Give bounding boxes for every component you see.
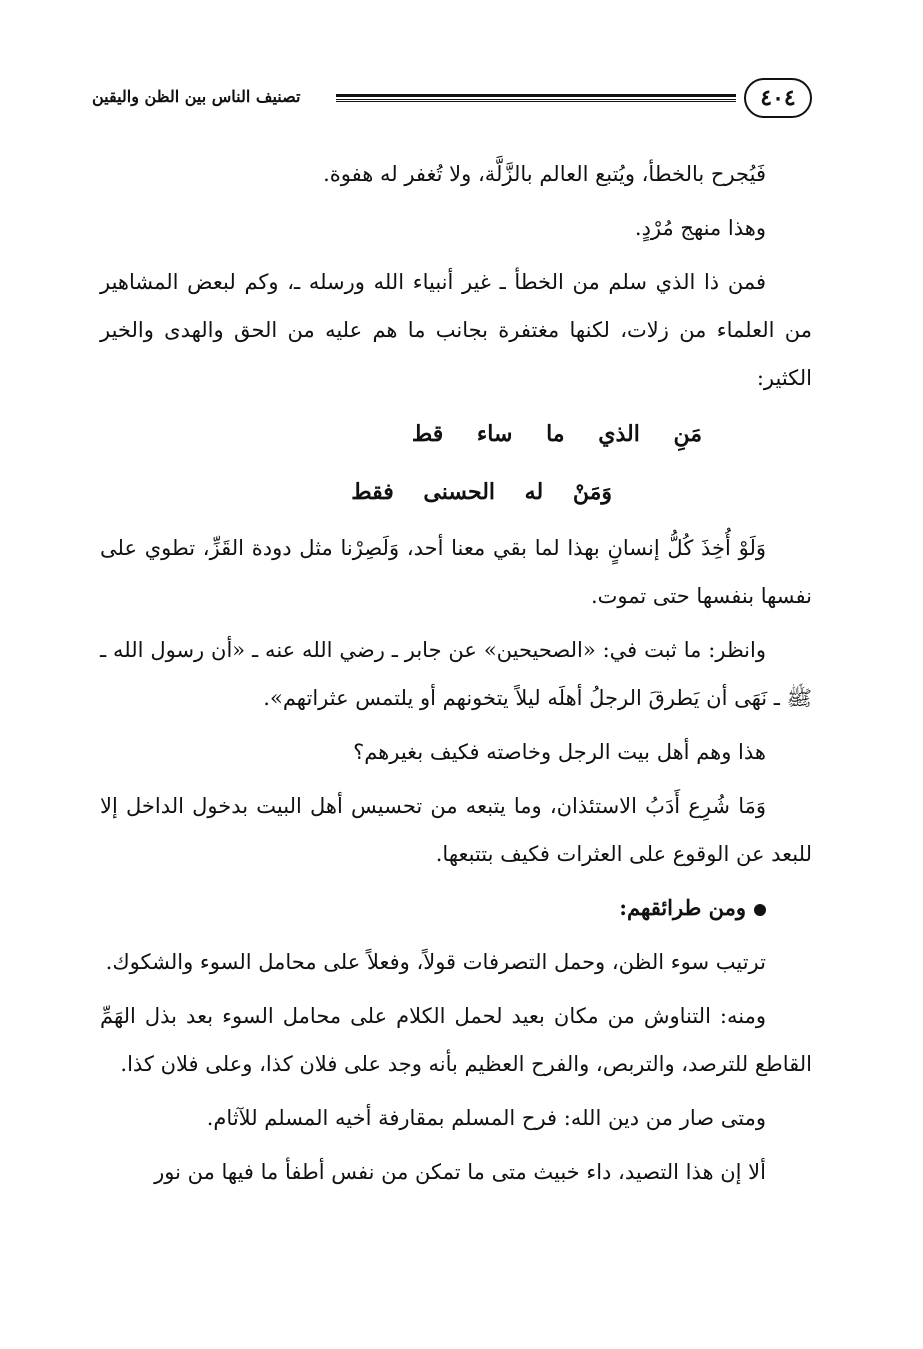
paragraph: ومنه: التناوش من مكان بعيد لحمل الكلام على محامل السوء بعد بذل الهَمِّ القاطع للترصد، والتربص، والفرح العظيم بأنه وجد على فلان كذا، وعلى فلان كذا.: [100, 1004, 812, 1076]
paragraph: وهذا منهج مُرْدٍ.: [634, 216, 766, 240]
book-title: تصنيف الناس بين الظن واليقين: [92, 87, 301, 106]
page-body: [100, 150, 812, 1202]
paragraph: وَمَا شُرِع أَدَبُ الاستئذان، وما يتبعه من تحسيس أهل البيت بدخول الداخل إلا للبعد عن الوقوع على العثرات فكيف بتتبعها.: [100, 794, 812, 866]
page-number: ٤٠٤: [744, 78, 812, 118]
paragraph: ترتيب سوء الظن، وحمل التصرفات قولاً، وفعلاً على محامل السوء والشكوك.: [105, 950, 766, 974]
bullet-icon: [754, 904, 766, 916]
paragraph: ألا إن هذا التصيد، داء خبيث متى ما تمكن من نفس أطفأ ما فيها من نور: [154, 1160, 766, 1184]
poem-line: وَمَنْ له الحسنى فقط: [351, 479, 612, 505]
paragraph: فَيُجرح بالخطأ، ويُتبع العالم بالزَّلَّة، ولا تُغفر له هفوة.: [323, 162, 766, 186]
paragraph: هذا وهم أهل بيت الرجل وخاصته فكيف بغيرهم؟: [353, 740, 766, 764]
paragraph: فمن ذا الذي سلم من الخطأ ـ غير أنبياء الله ورسله ـ، وكم لبعض المشاهير من العلماء من زلات، لكنها مغتفرة بجانب ما هم عليه من الحق والهدى والخير الكثير:: [100, 270, 812, 390]
paragraph: ومتى صار من دين الله: فرح المسلم بمقارفة أخيه المسلم للآثام.: [206, 1106, 766, 1130]
paragraph: وانظر: ما ثبت في: «الصحيحين» عن جابر ـ رضي الله عنه ـ «أن رسول الله ـ ﷺ ـ نَهَى أن يَطرقَ الرجلُ أهلَه ليلاً يتخونهم أو يلتمس عثراتهم».: [100, 638, 812, 710]
poem-line: مَنِ الذي ما ساء قط: [411, 421, 702, 447]
page-header: [92, 78, 812, 122]
header-rule: [336, 94, 736, 102]
paragraph: وَلَوْ أُخِذَ كُلُّ إنسانٍ بهذا لما بقي معنا أحد، وَلَصِرْنا مثل دودة القَزِّ، تطوي على نفسها بنفسها حتى تموت.: [100, 536, 812, 608]
section-heading-text: ومن طرائقهم:: [619, 895, 746, 920]
section-heading: [100, 884, 812, 932]
